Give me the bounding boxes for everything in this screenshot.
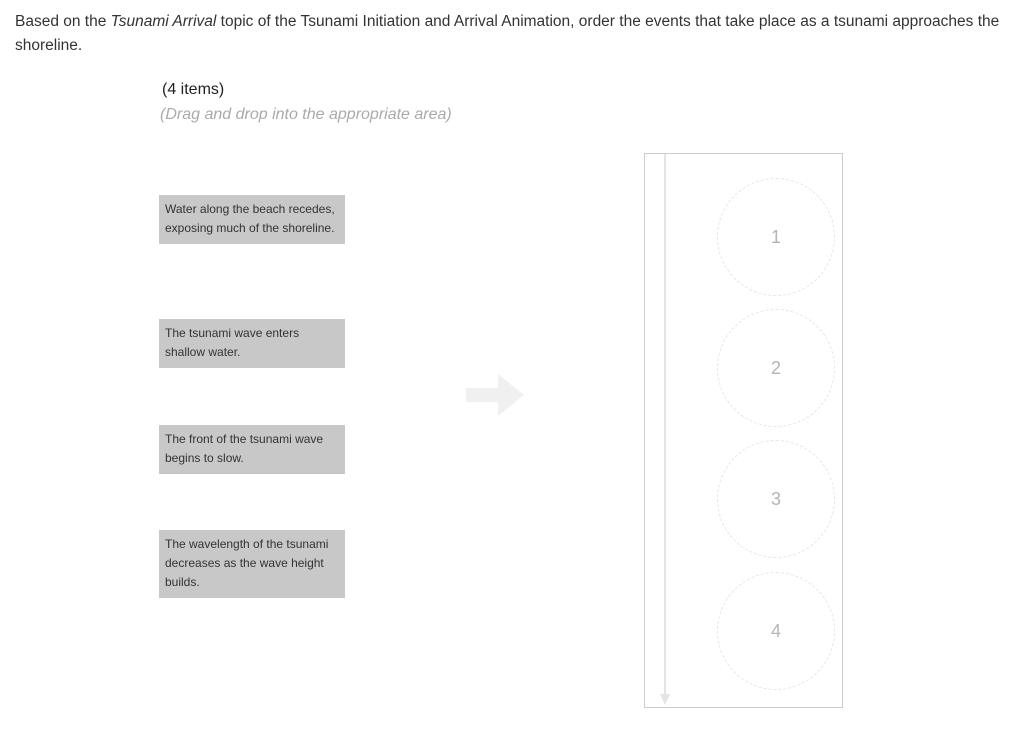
- draggable-item-4[interactable]: The wavelength of the tsunami decreases as the wave height builds.: [159, 530, 345, 598]
- drop-slot-2[interactable]: [717, 309, 835, 427]
- drop-slot-3[interactable]: [717, 440, 835, 558]
- drop-slot-1[interactable]: [717, 178, 835, 296]
- drag-instruction: (Drag and drop into the appropriate area): [160, 106, 452, 123]
- slot-number: 3: [770, 488, 781, 509]
- question-prompt: [15, 10, 1015, 58]
- draggable-item-3[interactable]: The front of the tsunami wave begins to slow.: [159, 425, 345, 474]
- question-prefix: Based on the: [15, 13, 111, 30]
- draggable-item-2[interactable]: The tsunami wave enters shallow water.: [159, 319, 345, 368]
- slot-number: 2: [770, 357, 781, 378]
- drop-slot-4[interactable]: [717, 572, 835, 690]
- arrow-right-icon: [466, 374, 524, 421]
- question-topic: Tsunami Arrival: [110, 13, 217, 30]
- slot-number: 1: [770, 226, 781, 247]
- drop-zone-panel: [644, 153, 843, 708]
- item-count: (4 items): [162, 81, 225, 98]
- question-suffix: topic of the Tsunami Initiation and Arrival Animation, order the events that take place as a tsunami approaches the shoreline.: [15, 13, 1000, 54]
- order-line-arrow-down-icon: [659, 154, 675, 712]
- slot-number: 4: [770, 620, 781, 641]
- draggable-item-1[interactable]: Water along the beach recedes, exposing much of the shoreline.: [159, 195, 345, 244]
